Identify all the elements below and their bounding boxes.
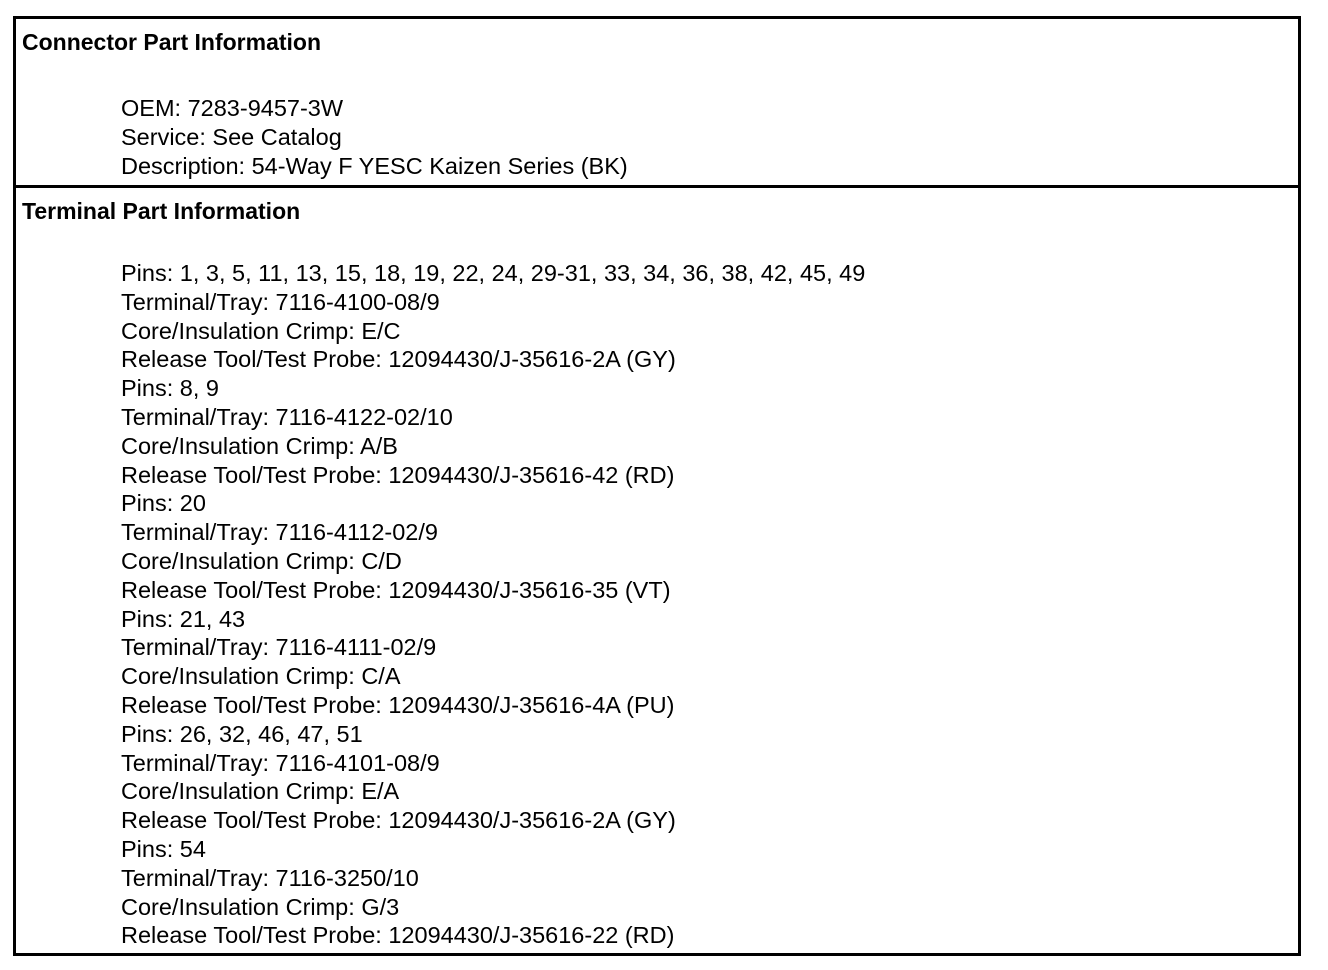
terminal-heading: Terminal Part Information bbox=[22, 198, 301, 224]
crimp-line: Core/Insulation Crimp: E/A bbox=[121, 778, 400, 805]
crimp-line: Core/Insulation Crimp: C/D bbox=[121, 547, 402, 574]
terminal-tray-line: Terminal/Tray: 7116-4111-02/9 bbox=[121, 634, 437, 661]
connector-description: Description: 54-Way F YESC Kaizen Series (BK) bbox=[121, 152, 628, 179]
pins-line: Pins: 21, 43 bbox=[121, 605, 246, 632]
connector-part-section bbox=[16, 19, 1298, 188]
terminal-tray-line: Terminal/Tray: 7116-3250/10 bbox=[121, 864, 419, 891]
service-number: Service: See Catalog bbox=[121, 123, 342, 150]
release-tool-line: Release Tool/Test Probe: 12094430/J-35616-4A (PU) bbox=[121, 691, 675, 718]
release-tool-line: Release Tool/Test Probe: 12094430/J-35616-2A (GY) bbox=[121, 346, 676, 373]
release-tool-line: Release Tool/Test Probe: 12094430/J-35616-2A (GY) bbox=[121, 807, 676, 834]
connector-heading: Connector Part Information bbox=[22, 29, 322, 55]
release-tool-line: Release Tool/Test Probe: 12094430/J-35616-42 (RD) bbox=[121, 461, 675, 488]
release-tool-line: Release Tool/Test Probe: 12094430/J-35616-22 (RD) bbox=[121, 922, 675, 949]
crimp-line: Core/Insulation Crimp: A/B bbox=[121, 432, 398, 459]
terminal-tray-line: Terminal/Tray: 7116-4100-08/9 bbox=[121, 288, 440, 315]
terminal-tray-line: Terminal/Tray: 7116-4112-02/9 bbox=[121, 519, 438, 546]
part-information-table bbox=[13, 16, 1301, 956]
pins-line: Pins: 20 bbox=[121, 490, 206, 517]
pins-line: Pins: 54 bbox=[121, 835, 206, 862]
crimp-line: Core/Insulation Crimp: C/A bbox=[121, 663, 401, 690]
pins-line: Pins: 1, 3, 5, 11, 13, 15, 18, 19, 22, 24, 29-31, 33, 34, 36, 38, 42, 45, 49 bbox=[121, 260, 866, 286]
crimp-line: Core/Insulation Crimp: G/3 bbox=[121, 893, 400, 920]
terminal-details bbox=[121, 259, 865, 950]
terminal-part-section bbox=[16, 188, 1298, 953]
oem-number: OEM: 7283-9457-3W bbox=[121, 95, 344, 121]
pins-line: Pins: 8, 9 bbox=[121, 375, 219, 402]
terminal-tray-line: Terminal/Tray: 7116-4101-08/9 bbox=[121, 749, 440, 776]
crimp-line: Core/Insulation Crimp: E/C bbox=[121, 317, 401, 344]
release-tool-line: Release Tool/Test Probe: 12094430/J-35616-35 (VT) bbox=[121, 576, 671, 603]
terminal-tray-line: Terminal/Tray: 7116-4122-02/10 bbox=[121, 403, 453, 430]
connector-details bbox=[121, 94, 628, 180]
pins-line: Pins: 26, 32, 46, 47, 51 bbox=[121, 720, 363, 747]
